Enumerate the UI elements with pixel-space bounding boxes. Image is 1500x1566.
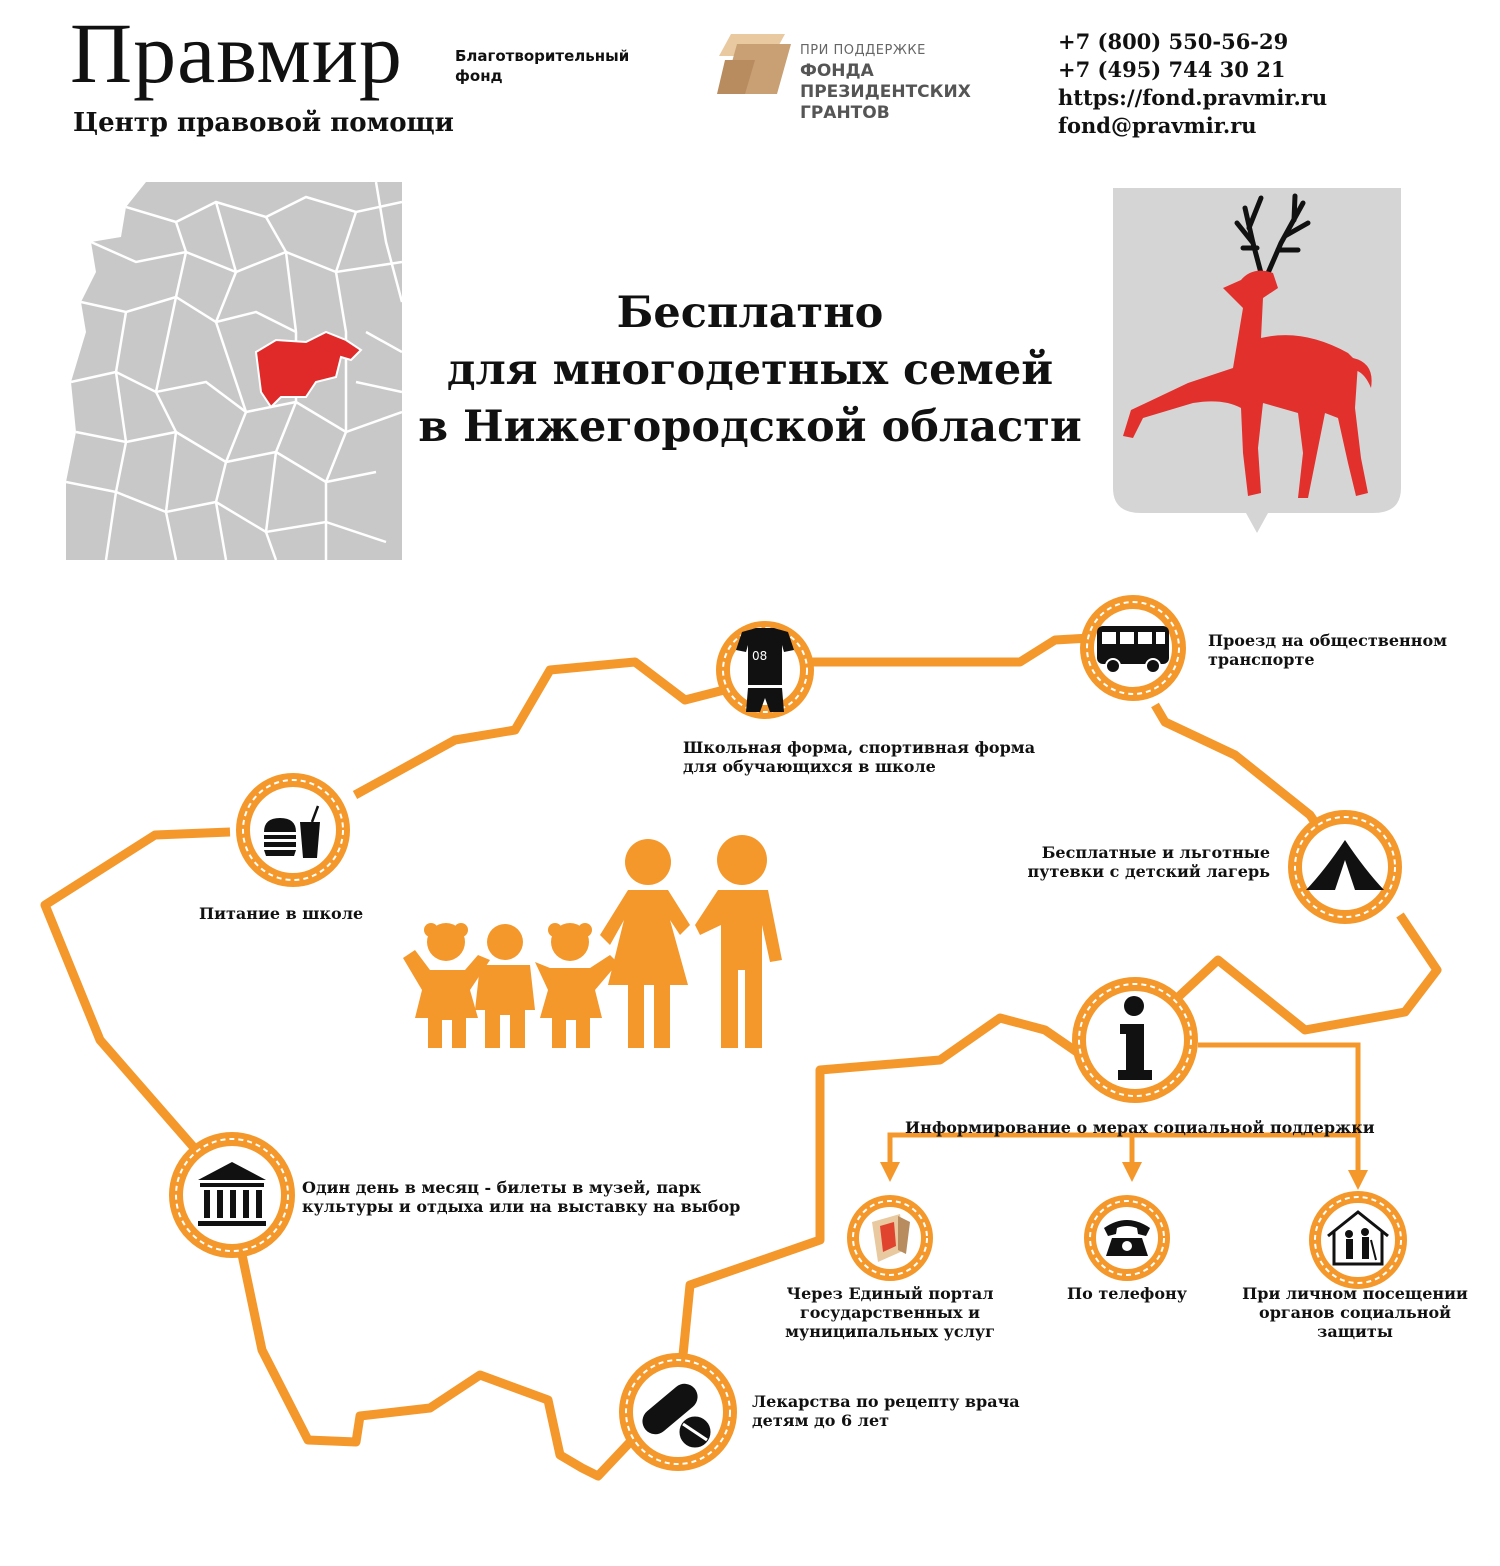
medicine-label-line-1: Лекарства по рецепту врача xyxy=(752,1392,1020,1411)
museum-label-line-2: культуры и отдыха или на выставку на выбор xyxy=(302,1197,741,1216)
camp-label-line-2: путевки с детский лагерь xyxy=(1027,862,1270,881)
transport-label-line-2: транспорте xyxy=(1208,650,1315,669)
uniform-label-line-1: Школьная форма, спортивная форма xyxy=(683,738,1036,757)
camp-label xyxy=(1020,843,1270,881)
family-icon xyxy=(403,835,782,1048)
museum-circle xyxy=(176,1139,288,1251)
email-link[interactable]: fond@pravmir.ru xyxy=(1058,113,1257,138)
info-circle xyxy=(1079,984,1191,1096)
pravmir-logo: Правмир xyxy=(70,5,403,101)
medicine-label xyxy=(752,1392,1020,1430)
uniform-circle xyxy=(723,628,807,712)
camp-label-line-1: Бесплатные и льготные xyxy=(1041,843,1270,862)
title-line-1: Бесплатно xyxy=(616,288,884,338)
uniform-label xyxy=(683,738,1035,776)
food-circle xyxy=(243,780,343,880)
title-line-2: для многодетных семей xyxy=(446,345,1054,395)
phone-2[interactable]: +7 (495) 744 30 21 xyxy=(1058,57,1286,82)
phone-circle xyxy=(1090,1201,1164,1275)
grant-line-4: ГРАНТОВ xyxy=(800,103,890,123)
camp-circle xyxy=(1295,817,1395,917)
phone-1[interactable]: +7 (800) 550-56-29 xyxy=(1058,29,1289,54)
transport-label xyxy=(1208,631,1447,669)
grant-line-3: ПРЕЗИДЕНТСКИХ xyxy=(800,82,971,102)
visit-circle xyxy=(1315,1197,1401,1283)
medicine-circle xyxy=(626,1360,730,1464)
museum-label xyxy=(302,1178,740,1216)
transport-label-line-1: Проезд на общественном xyxy=(1208,631,1448,650)
info-label: Информирование о мерах социальной поддержки xyxy=(905,1118,1375,1137)
visit-label-line-1: При личном посещении xyxy=(1242,1284,1468,1303)
visit-label xyxy=(1235,1284,1475,1341)
fund-line-2: фонд xyxy=(455,67,503,85)
visit-label-line-2: органов социальной xyxy=(1259,1303,1451,1322)
portal-label xyxy=(780,1284,1000,1341)
grant-line-1: ПРИ ПОДДЕРЖКЕ xyxy=(800,43,926,58)
uniform-number: 08 xyxy=(752,649,768,663)
logo-subtitle: Центр правовой помощи xyxy=(73,108,454,138)
phone-label: По телефону xyxy=(1067,1284,1187,1303)
portal-circle xyxy=(853,1201,927,1275)
title-line-3: в Нижегородской области xyxy=(418,402,1082,452)
visit-label-line-3: защиты xyxy=(1317,1322,1393,1341)
museum-label-line-1: Один день в месяц - билеты в музей, парк xyxy=(302,1178,702,1197)
website-link[interactable]: https://fond.pravmir.ru xyxy=(1058,85,1328,110)
portal-label-line-3: муниципальных услуг xyxy=(785,1322,995,1341)
food-label: Питание в школе xyxy=(199,904,364,923)
portal-label-line-2: государственных и xyxy=(799,1303,981,1322)
uniform-label-line-2: для обучающихся в школе xyxy=(683,757,936,776)
medicine-label-line-2: детям до 6 лет xyxy=(752,1411,890,1430)
fund-line-1: Благотворительный xyxy=(455,47,630,65)
portal-label-line-1: Через Единый портал xyxy=(786,1284,994,1303)
transport-circle xyxy=(1087,602,1179,694)
grant-line-2: ФОНДА xyxy=(800,61,874,81)
